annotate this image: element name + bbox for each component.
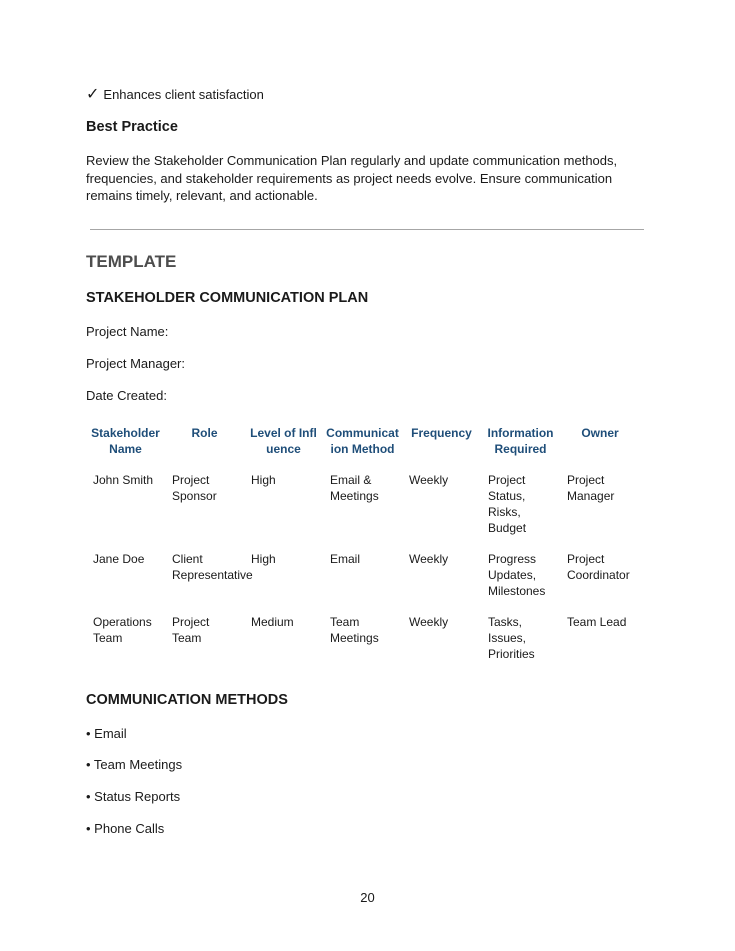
table-row	[86, 469, 640, 548]
list-item: • Team Meetings	[86, 757, 183, 772]
template-heading: TEMPLATE	[86, 252, 177, 271]
column-header: Owner	[581, 426, 619, 440]
table-cell: Project Team	[172, 615, 210, 645]
table-cell: Weekly	[409, 615, 449, 629]
table-cell: Team Lead	[567, 615, 627, 629]
benefit-text: Enhances client satisfaction	[103, 87, 264, 102]
table-row	[86, 611, 640, 674]
table-cell: Project Status, Risks, Budget	[488, 473, 527, 535]
page-number: 20	[360, 890, 375, 905]
section-divider	[90, 229, 644, 230]
table-row	[86, 548, 640, 611]
table-header-row	[86, 422, 640, 469]
table-cell: High	[251, 552, 276, 566]
column-header: Stakeholder Name	[91, 426, 160, 456]
project-manager-field: Project Manager:	[86, 356, 185, 371]
column-header: Level of Influence	[250, 426, 317, 456]
column-header: Information Required	[487, 426, 554, 456]
project-name-field: Project Name:	[86, 324, 169, 339]
table-cell: Medium	[251, 615, 294, 629]
date-created-field: Date Created:	[86, 388, 167, 403]
best-practice-heading: Best Practice	[86, 119, 178, 135]
column-header: Frequency	[411, 426, 472, 440]
table-cell: Email & Meetings	[330, 473, 379, 503]
table-cell: Team Meetings	[330, 615, 379, 645]
table-cell: Operations Team	[93, 615, 152, 645]
column-header: Role	[191, 426, 218, 440]
table-cell: Email	[330, 552, 361, 566]
table-cell: Project Sponsor	[172, 473, 217, 503]
checkmark-icon: ✓	[86, 86, 100, 103]
best-practice-text: Review the Stakeholder Communication Plan regularly and update communication methods, frequencies, and stakeholder requirements as project needs evolve. Ensure communication remains timely, relevant, and actionable.	[86, 153, 618, 203]
table-cell: Project Manager	[567, 473, 615, 503]
table-cell: Progress Updates, Milestones	[488, 552, 546, 598]
list-item: • Status Reports	[86, 789, 181, 804]
table-cell: Weekly	[409, 473, 449, 487]
plan-heading: STAKEHOLDER COMMUNICATION PLAN	[86, 290, 369, 306]
table-cell: John Smith	[93, 473, 154, 487]
list-item: • Phone Calls	[86, 821, 165, 836]
table-cell: Weekly	[409, 552, 449, 566]
table-cell: Client Representative	[172, 552, 253, 582]
communication-methods-heading: COMMUNICATION METHODS	[86, 692, 288, 708]
table-cell: Project Coordinator	[567, 552, 630, 582]
communication-plan-table	[86, 422, 640, 674]
benefit-item	[86, 86, 264, 103]
table-cell: High	[251, 473, 276, 487]
list-item: • Email	[86, 726, 127, 741]
column-header: Communication Method	[326, 426, 399, 456]
table-cell: Jane Doe	[93, 552, 145, 566]
table-cell: Tasks, Issues, Priorities	[488, 615, 535, 661]
